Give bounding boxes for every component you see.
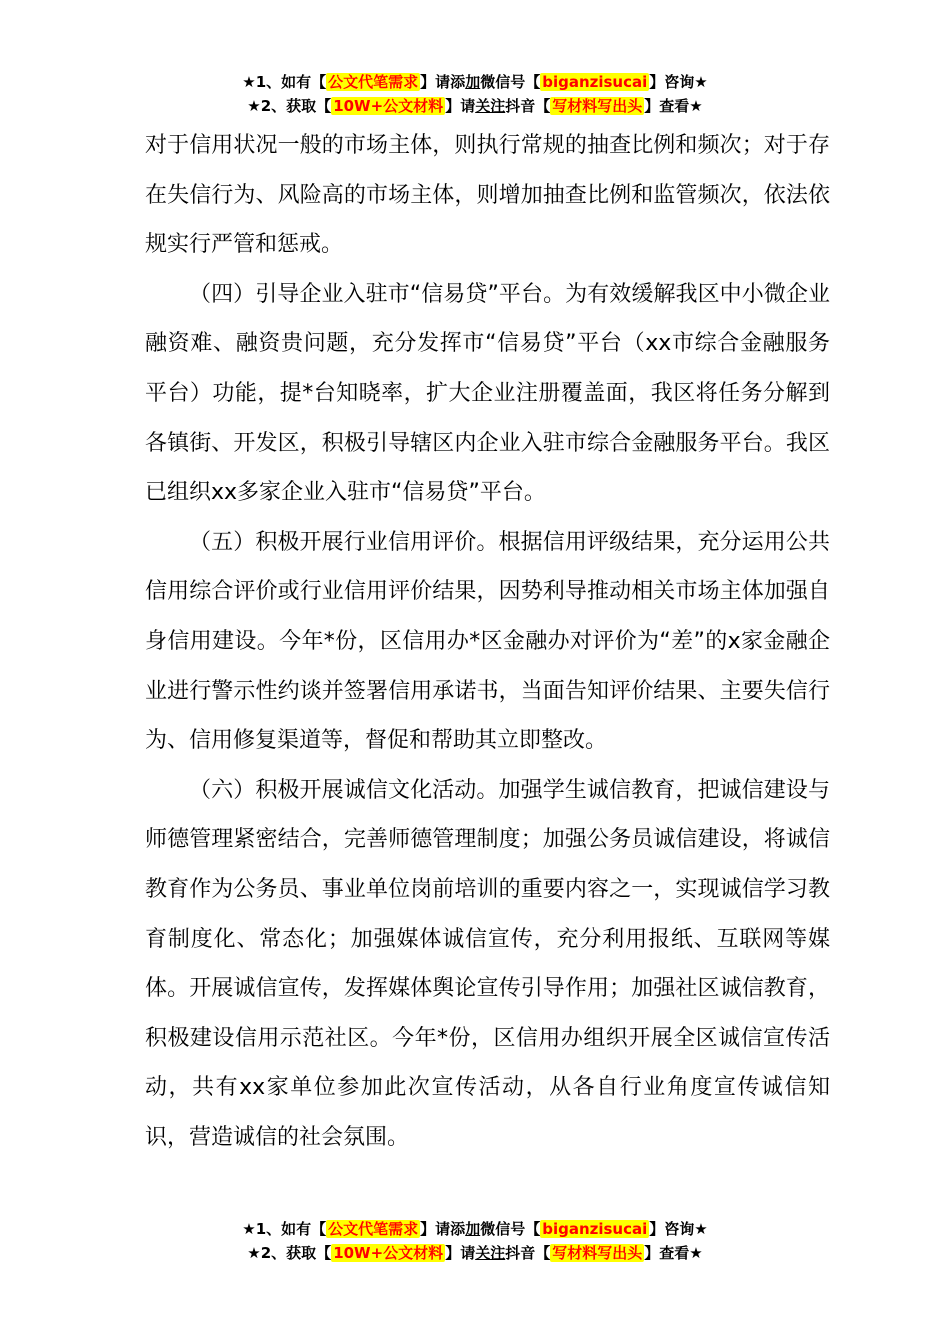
banner-line-1 bbox=[0, 1217, 950, 1241]
banner-text-underlined: 加 bbox=[465, 1220, 481, 1238]
banner-text: 微信号【 bbox=[480, 1220, 541, 1238]
paragraph-section-6: （六）积极开展诚信文化活动。加强学生诚信教育，把诚信建设与师德管理紧密结合，完善师德管理制度；加强公务员诚信建设，将诚信教育作为公务员、事业单位岗前培训的重要内容之一，实现诚信学习教育制度化、常态化；加强媒体诚信宣传，充分利用报纸、互联网等媒体。开展诚信宣传，发挥媒体舆论宣传引导作用；加强社区诚信教育，积极建设信用示范社区。今年*份，区信用办组织开展全区诚信宣传活动，共有xx家单位参加此次宣传活动，从各自行业角度宣传诚信知识，营造诚信的社会氛围。 bbox=[145, 777, 830, 1150]
banner-text: ★1、如有【 bbox=[242, 1220, 327, 1238]
banner-text: 】请添 bbox=[420, 1220, 466, 1238]
banner-text: 抖音【 bbox=[505, 1244, 551, 1262]
banner-text-underlined: 关注 bbox=[475, 1244, 506, 1262]
banner-text: 】查看★ bbox=[644, 1244, 703, 1262]
banner-text-underlined: 加 bbox=[465, 73, 481, 91]
banner-highlight-service: 公文代笔需求 bbox=[328, 73, 419, 91]
banner-text: 】请 bbox=[445, 1244, 476, 1262]
banner-text: 】查看★ bbox=[644, 97, 703, 115]
footer-banner bbox=[0, 1217, 950, 1265]
banner-text: ★2、获取【 bbox=[247, 1244, 332, 1262]
banner-text: 】咨询★ bbox=[649, 1220, 708, 1238]
banner-line-1 bbox=[0, 70, 950, 94]
banner-highlight-service: 公文代笔需求 bbox=[328, 1220, 419, 1238]
paragraph-section-4: （四）引导企业入驻市“信易贷”平台。为有效缓解我区中小微企业融资难、融资贵问题，充分发挥市“信易贷”平台（xx市综合金融服务平台）功能，提*台知晓率，扩大企业注册覆盖面，我区将任务分解到各镇街、开发区，积极引导辖区内企业入驻市综合金融服务平台。我区已组织xx多家企业入驻市“信易贷”平台。 bbox=[145, 281, 830, 506]
banner-text: 微信号【 bbox=[480, 73, 541, 91]
banner-highlight-materials: 10W+公文材料 bbox=[333, 97, 444, 115]
document-body bbox=[145, 121, 830, 1162]
banner-highlight-douyin: 写材料写出头 bbox=[552, 1244, 643, 1262]
banner-text: 】请 bbox=[445, 97, 476, 115]
banner-highlight-materials: 10W+公文材料 bbox=[333, 1244, 444, 1262]
paragraph-section-5: （五）积极开展行业信用评价。根据信用评级结果，充分运用公共信用综合评价或行业信用评价结果，因势利导推动相关市场主体加强自身信用建设。今年*份，区信用办*区金融办对评价为“差”的x家金融企业进行警示性约谈并签署信用承诺书，当面告知评价结果、主要失信行为、信用修复渠道等，督促和帮助其立即整改。 bbox=[145, 529, 830, 754]
banner-line-2 bbox=[0, 94, 950, 118]
paragraph-continuation: 对于信用状况一般的市场主体，则执行常规的抽查比例和频次；对于存在失信行为、风险高的市场主体，则增加抽查比例和监管频次，依法依规实行严管和惩戒。 bbox=[145, 133, 830, 258]
banner-line-2 bbox=[0, 1241, 950, 1265]
header-banner bbox=[0, 70, 950, 118]
banner-text: ★2、获取【 bbox=[247, 97, 332, 115]
banner-text: 】咨询★ bbox=[649, 73, 708, 91]
banner-text: 抖音【 bbox=[505, 97, 551, 115]
banner-highlight-wechat: biganzisucai bbox=[542, 1220, 648, 1238]
banner-text: 】请添 bbox=[420, 73, 466, 91]
banner-text: ★1、如有【 bbox=[242, 73, 327, 91]
banner-highlight-wechat: biganzisucai bbox=[542, 73, 648, 91]
banner-highlight-douyin: 写材料写出头 bbox=[552, 97, 643, 115]
banner-text-underlined: 关注 bbox=[475, 97, 506, 115]
